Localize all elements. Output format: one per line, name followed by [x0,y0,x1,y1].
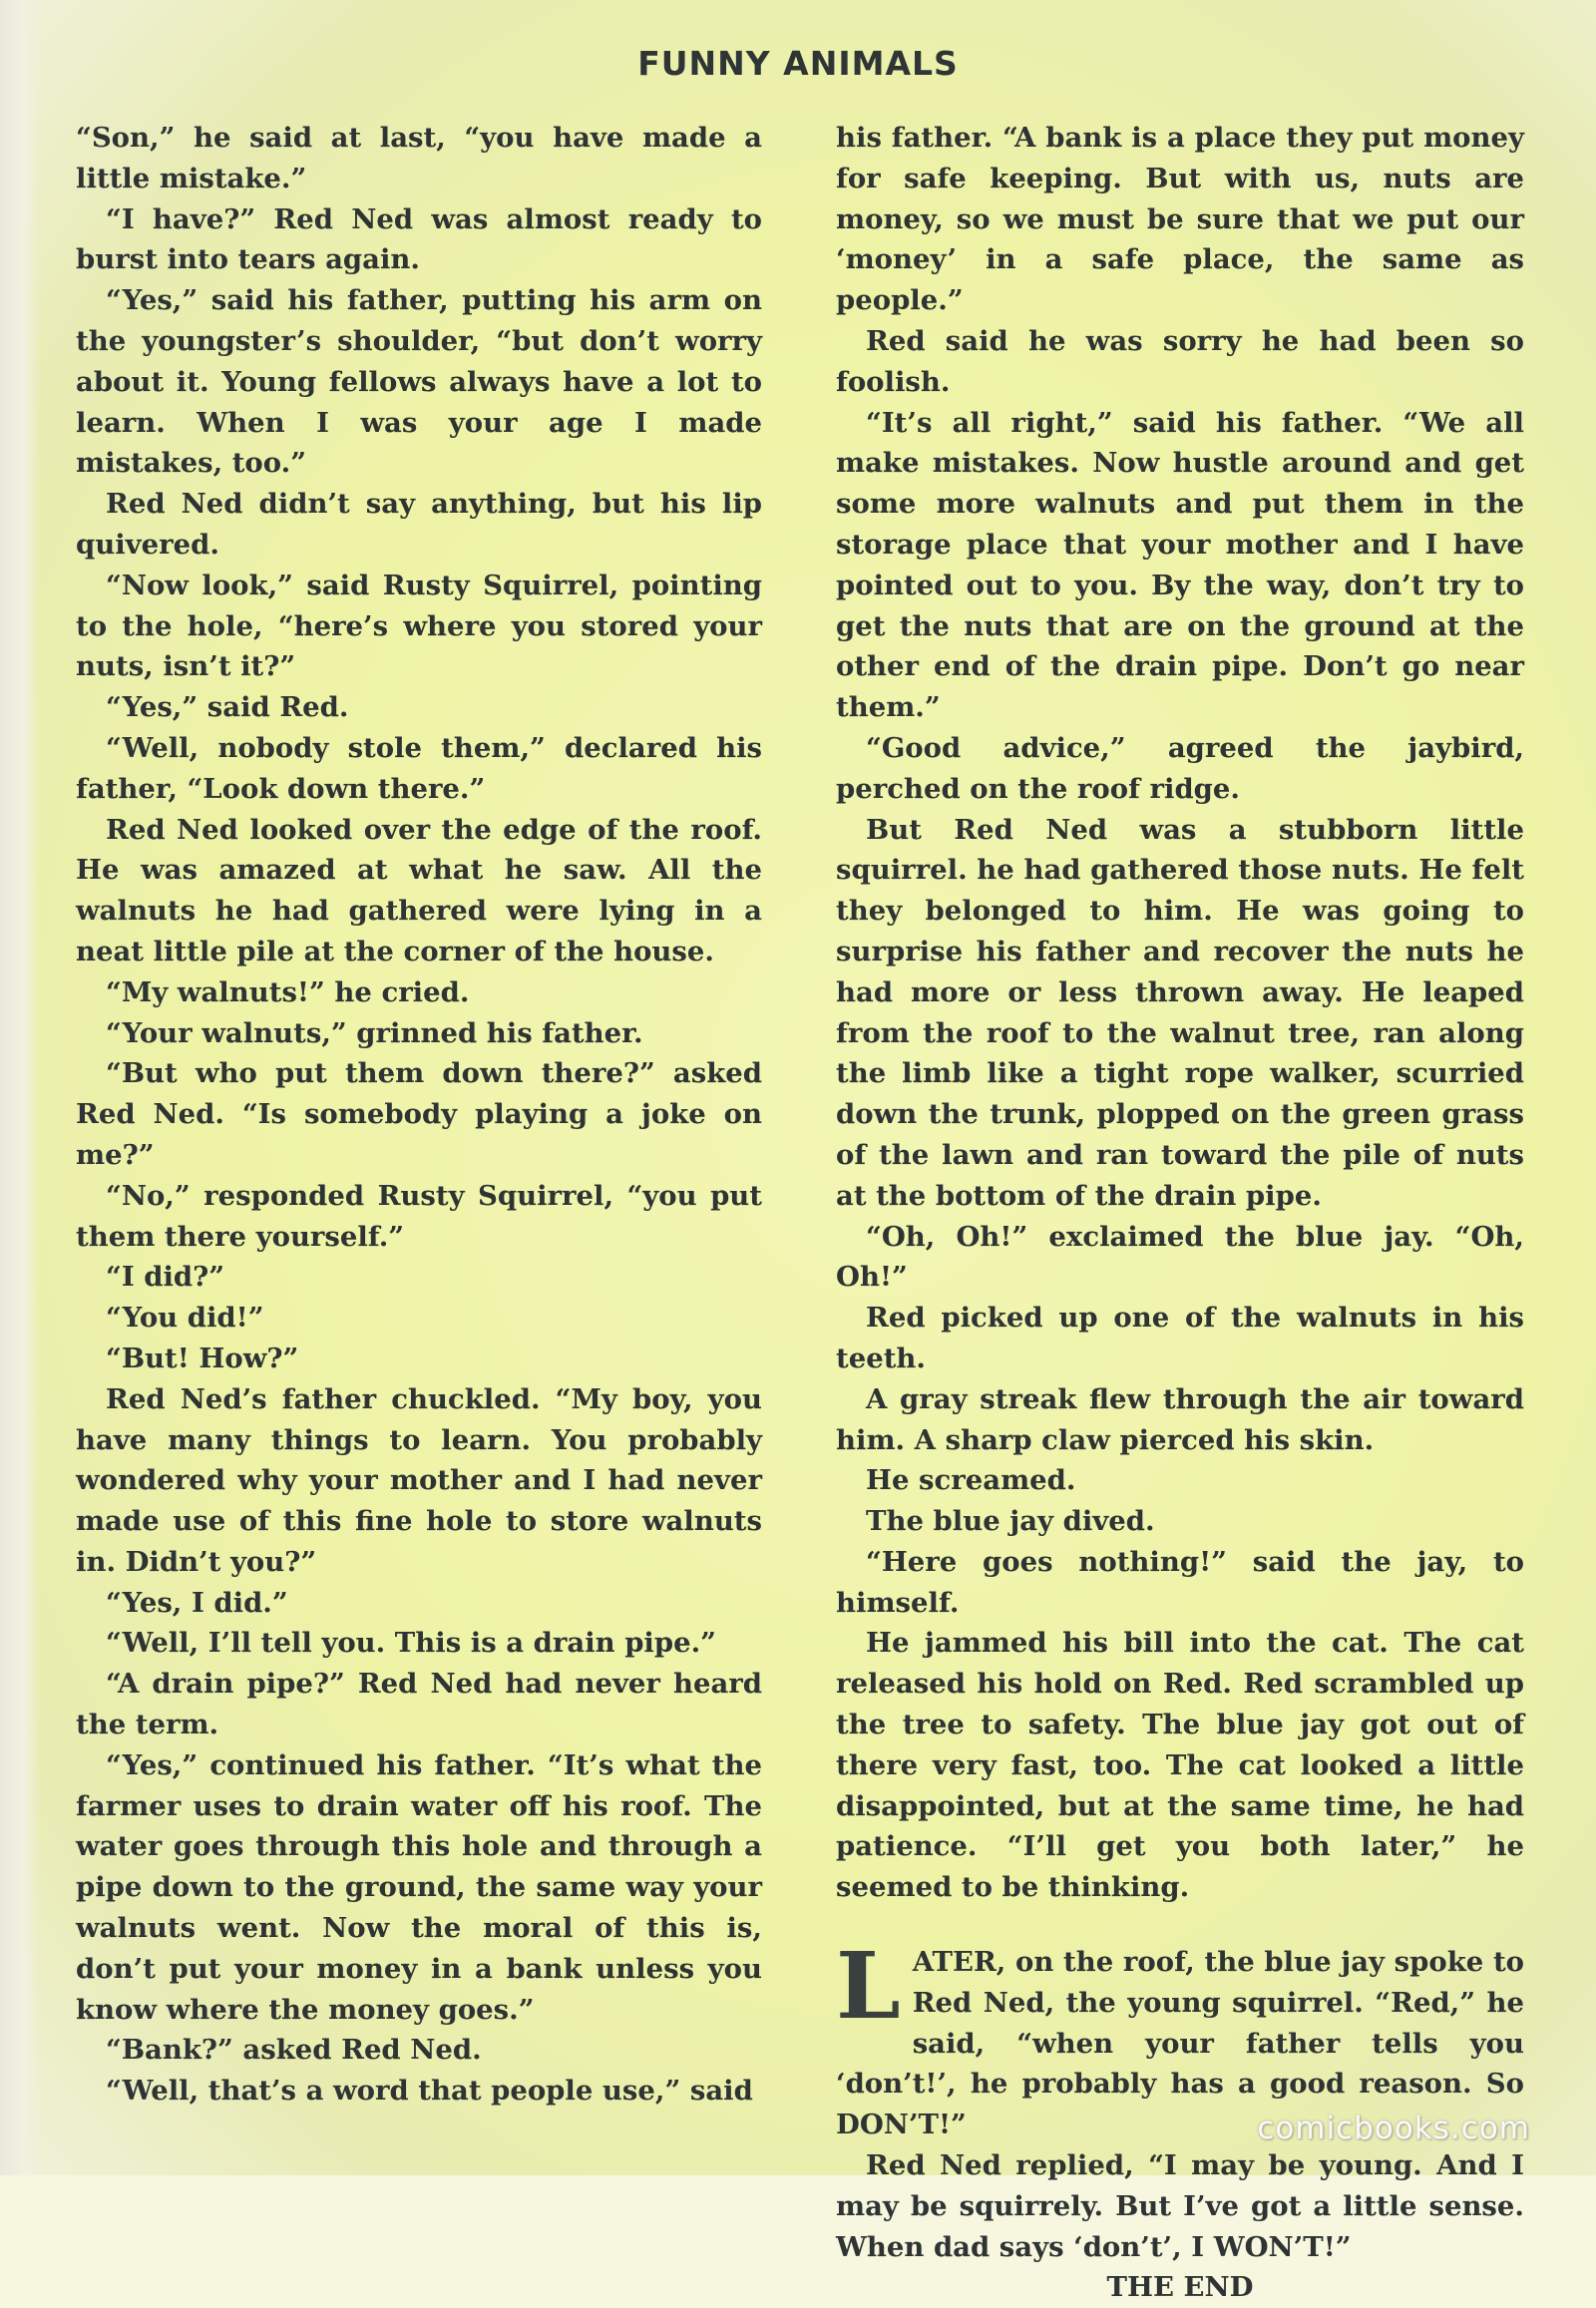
paragraph: “I did?” [106,1261,225,1294]
the-end: THE END [1106,2271,1254,2304]
paragraph: “Yes,” said Red. [106,691,349,724]
paragraph: “Good advice,” agreed the jaybird, perched on the roof ridge. [836,731,1524,805]
paragraph: “Well, I’ll tell you. This is a drain pipe.” [106,1627,716,1660]
page-edge [0,0,40,2175]
paragraph: “A drain pipe?” Red Ned had never heard the term. [76,1668,762,1741]
paragraph: “Son,” he said at last, “you have made a little mistake.” [76,122,762,194]
paragraph: “Yes,” continued his father. “It’s what the farmer uses to drain water off his roof. The water goes through this hole and through a pipe down to the ground, the same way your walnuts went. Now the moral of this is, don’t put your money in a bank unless you know where the money goes.” [76,1748,762,2026]
site-watermark: comicbooks.com [1257,2111,1530,2146]
paragraph: “Well, that’s a word that people use,” said [106,2075,753,2108]
paragraph: Red said he was sorry he had been so foolish. [836,324,1524,398]
paragraph: “Your walnuts,” grinned his father. [106,1016,643,1049]
paragraph: “Yes, I did.” [106,1586,288,1619]
paragraph: “No,” responded Rusty Squirrel, “you put them there yourself.” [76,1179,762,1253]
section-break [836,1908,1524,1942]
paragraph: He jammed his bill into the cat. The cat released his hold on Red. Red scrambled up the tree to safety. The blue jay got out of there very fast, too. The cat looked a little disappointed, but at the same time, he had patience. “I’ll get you both later,” he seemed to be thinking. [836,1627,1524,1904]
paragraph: “My walnuts!” he cried. [106,975,470,1008]
paragraph: Red Ned looked over the edge of the roof. He was amazed at what he saw. All the walnuts he had gathered were lying in a neat little pile at the corner of the house. [76,813,762,967]
paragraph: “Well, nobody stole them,” declared his father, “Look down there.” [76,731,762,805]
paragraph: “You did!” [106,1302,264,1335]
right-column [836,118,1524,2308]
paragraph: “Bank?” asked Red Ned. [106,2034,482,2067]
paragraph: “Now look,” said Rusty Squirrel, pointing to the hole, “here’s where you stored your nuts, isn’t it?” [76,569,762,683]
paragraph: “But! How?” [106,1342,299,1374]
paragraph: Red Ned’s father chuckled. “My boy, you have many things to learn. You probably wondered why your mother and I had never made use of this fine hole to store walnuts in. Didn’t you?” [76,1382,762,1578]
paragraph: “Oh, Oh!” exclaimed the blue jay. “Oh, Oh!” [836,1220,1524,1294]
paragraph: his father. “A bank is a place they put money for safe keeping. But with us, nuts are money, so we must be sure that we put our ‘money’ in a safe place, the same as people.” [836,122,1524,317]
paragraph: “Yes,” said his father, putting his arm on the youngster’s shoulder, “but don’t worry about it. Young fellows always have a lot to learn. When I was your age I made mistakes, too.” [76,284,762,480]
paragraph: He screamed. [866,1464,1076,1497]
left-column [76,118,762,2112]
page-header: FUNNY ANIMALS [637,44,959,83]
drop-cap: L [836,1932,901,2041]
paragraph: Red Ned didn’t say anything, but his lip quivered. [76,488,762,561]
paragraph: The blue jay dived. [866,1505,1155,1538]
paragraph: “But who put them down there?” asked Red Ned. “Is somebody playing a joke on me?” [76,1057,762,1171]
paragraph: “It’s all right,” said his father. “We all make mistakes. Now hustle around and get some more walnuts and put them in the storage place that your mother and I have pointed out to you. By the way, don’t try to get the nuts that are on the ground at the other end of the drain pipe. Don’t go near them.” [836,406,1524,724]
paragraph: Red Ned replied, “I may be young. And I may be squirrely. But I’ve got a little sense. When dad says ‘don’t’, I WON’T!” [836,2149,1524,2263]
paragraph: “I have?” Red Ned was almost ready to burst into tears again. [76,202,762,276]
later-text: ATER, on the roof, the blue jay spoke to Red Ned, the young squirrel. “Red,” he said, “when your father tells you ‘don’t!’, he probably has a good reason. So DON’T!” [836,1946,1524,2141]
paragraph: But Red Ned was a stubborn little squirrel. he had gathered those nuts. He felt they belonged to him. He was going to surprise his father and recover the nuts he had more or less thrown away. He leaped from the roof to the walnut tree, ran along the limb like a tight rope walker, scurried down the trunk, plopped on the green grass of the lawn and ran toward the pile of nuts at the bottom of the drain pipe. [836,813,1524,1212]
paragraph: “Here goes nothing!” said the jay, to himself. [836,1545,1524,1619]
paragraph: A gray streak flew through the air toward him. A sharp claw pierced his skin. [836,1382,1524,1456]
paragraph: Red picked up one of the walnuts in his teeth. [836,1302,1524,1374]
